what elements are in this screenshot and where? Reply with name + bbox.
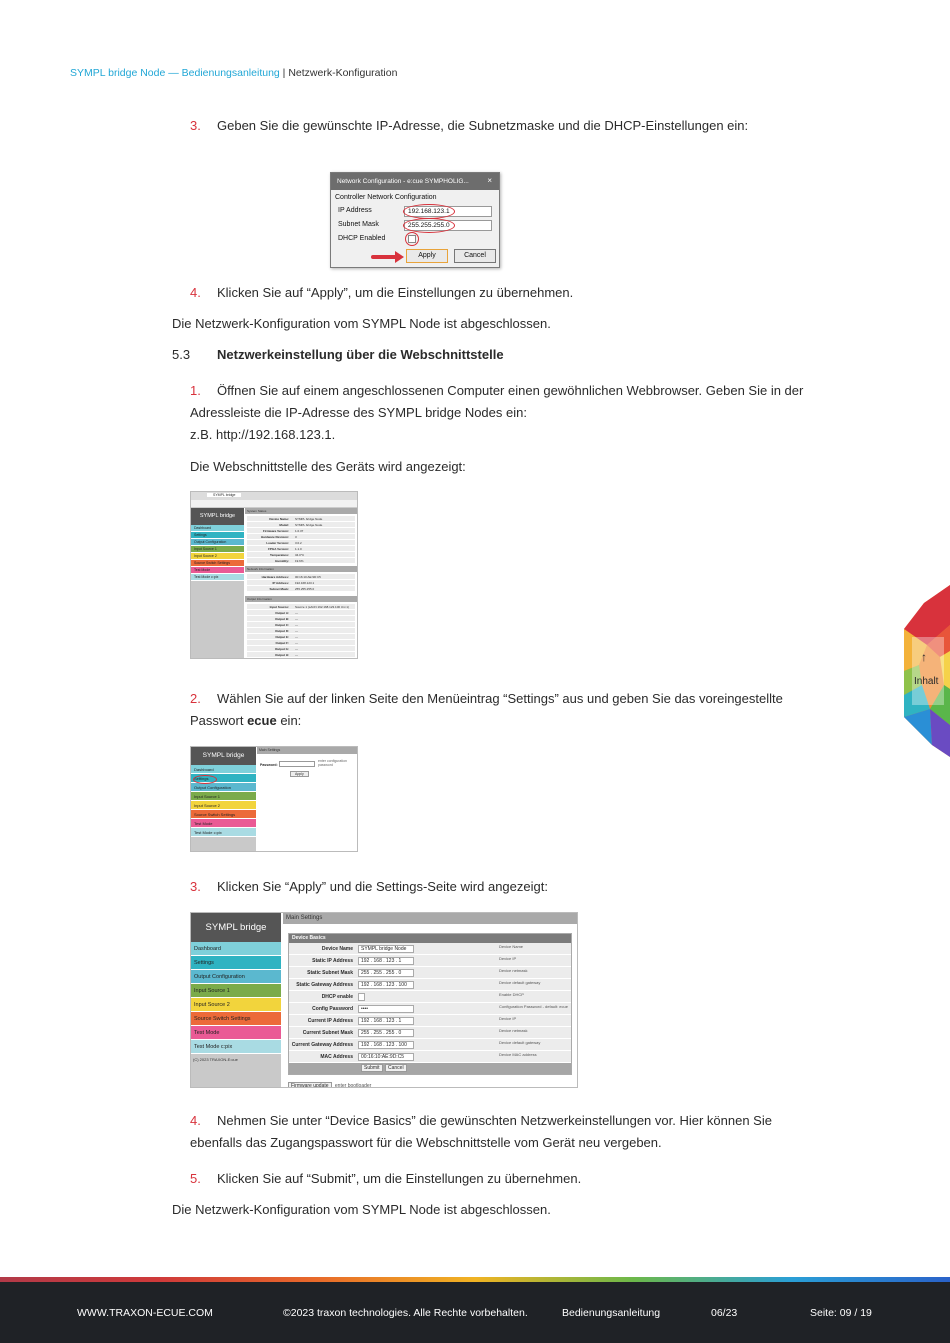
- browser-addressbar[interactable]: [191, 500, 358, 508]
- row-value: ---: [295, 647, 298, 651]
- header-section: Netzwerk-Konfiguration: [288, 67, 398, 79]
- setting-value[interactable]: 192 . 168 . 123 . 1: [358, 957, 414, 965]
- row-key: FPGA Version:: [268, 547, 289, 551]
- settings-row: [289, 1003, 571, 1015]
- row-value: 3: [295, 535, 297, 539]
- sidebar-menu: [191, 942, 281, 1054]
- sidebar-menu-item[interactable]: Settings: [191, 956, 281, 970]
- device-basics-box: [288, 933, 572, 1075]
- row-key: Humidity:: [275, 559, 289, 563]
- header-separator: |: [279, 67, 289, 79]
- step-text: Klicken Sie “Apply” und die Settings-Seite wird angezeigt:: [217, 879, 548, 894]
- row-key: Hardware Address:: [261, 575, 289, 579]
- step-line: z.B. http://192.168.123.1.: [190, 427, 336, 442]
- setting-value[interactable]: ••••: [358, 1005, 414, 1013]
- sidebar-menu-item[interactable]: Input Source 1: [191, 984, 281, 998]
- row-key: Output B:: [275, 617, 289, 621]
- step-4-apply: [190, 282, 573, 304]
- row-value: ---: [295, 629, 298, 633]
- footer-copyright: ©2023 traxon technologies. Alle Rechte vorbehalten.: [283, 1307, 528, 1319]
- step-number: 5.: [190, 1171, 201, 1186]
- paragraph-interface: Die Webschnittstelle des Geräts wird angezeigt:: [190, 459, 466, 474]
- web-main: [245, 508, 357, 658]
- row-key: Output A:: [275, 611, 289, 615]
- setting-label: Config Password: [312, 1006, 353, 1012]
- step-4-device-basics: [190, 1110, 880, 1154]
- submit-button[interactable]: Submit: [361, 1064, 383, 1072]
- arrow-up-icon[interactable]: ↑: [921, 650, 927, 664]
- dialog-heading: Controller Network Configuration: [335, 194, 437, 201]
- row-value: Source 1 (sACN 192.168.123.100 Uni 1): [295, 605, 349, 609]
- password-label: Password:: [260, 763, 278, 767]
- step-line: Wählen Sie auf der linken Seite den Menüeintrag “Settings” aus und geben Sie das voreingestellte: [217, 691, 783, 706]
- sidebar-menu-item[interactable]: Dashboard: [191, 765, 256, 774]
- setting-description: Device MAC address: [499, 1052, 537, 1057]
- dialog-title-bar: [331, 173, 499, 190]
- sidebar-menu-item[interactable]: Output Configuration: [191, 539, 244, 546]
- sidebar-menu-item[interactable]: Source Switch Settings: [191, 1012, 281, 1026]
- sidebar-menu-item[interactable]: Settings: [191, 774, 256, 783]
- row-value: 00:16:10:AE:9D:C5: [295, 575, 321, 579]
- highlight-ring: [193, 775, 217, 784]
- pointer-arrowhead: [395, 251, 404, 263]
- sidebar-menu-item[interactable]: Dashboard: [191, 525, 244, 532]
- network-title: Network Information: [245, 566, 357, 572]
- apply-button[interactable]: Apply: [406, 249, 448, 263]
- row-key: Output G:: [275, 647, 289, 651]
- web-main: [257, 747, 357, 780]
- step-line: Passwort: [190, 713, 248, 728]
- sidebar-menu-item[interactable]: Input Source 1: [191, 546, 244, 553]
- output-table: [247, 604, 355, 658]
- row-key: Output F:: [275, 641, 289, 645]
- row-value: 255.255.255.0: [295, 587, 315, 591]
- step-3-dialog: [190, 115, 748, 137]
- footer-date: 06/23: [711, 1307, 738, 1319]
- setting-value[interactable]: 255 . 255 . 255 . 0: [358, 969, 414, 977]
- setting-value[interactable]: [358, 993, 365, 1001]
- step-number: 4.: [190, 285, 201, 300]
- web-sidebar: [191, 913, 281, 1087]
- row-value: ---: [295, 617, 298, 621]
- setting-value[interactable]: 00:16:10:AE:9D:C5: [358, 1053, 414, 1061]
- step-text: Klicken Sie auf “Submit”, um die Einstellungen zu übernehmen.: [217, 1171, 582, 1186]
- sidebar-menu-item[interactable]: Test Mode c:pix: [191, 1040, 281, 1054]
- sidebar-menu-item[interactable]: Output Configuration: [191, 783, 256, 792]
- close-icon[interactable]: ×: [487, 176, 492, 185]
- sidebar-menu: [191, 525, 244, 581]
- setting-label: Static Subnet Mask: [307, 970, 353, 976]
- setting-label: MAC Address: [320, 1054, 353, 1060]
- firmware-row: [288, 1082, 577, 1088]
- step-number: 3.: [190, 118, 201, 133]
- settings-row: [289, 991, 571, 1003]
- pointer-arrow: [371, 255, 397, 259]
- subnet-label: Subnet Mask: [338, 221, 379, 228]
- sidebar-menu-item[interactable]: Dashboard: [191, 942, 281, 956]
- subnet-field[interactable]: 255.255.255.0: [404, 220, 492, 231]
- row-key: Input Source:: [269, 605, 289, 609]
- row-value: ---: [295, 635, 298, 639]
- row-value: ---: [295, 641, 298, 645]
- setting-value[interactable]: 255 . 255 . 255 . 0: [358, 1029, 414, 1037]
- step-3-apply: [190, 876, 548, 898]
- sidebar-menu-item[interactable]: Source Switch Settings: [191, 810, 256, 819]
- row-key: Device Name:: [269, 517, 289, 521]
- step-line: Nehmen Sie unter “Device Basics” die gewünschten Netzwerkeinstellungen vor. Hier können Sie: [217, 1113, 772, 1128]
- setting-label: Current Subnet Mask: [302, 1030, 353, 1036]
- sidebar-brand: SYMPL bridge: [191, 747, 256, 765]
- status-table: [247, 516, 355, 564]
- step-number: 1.: [190, 383, 201, 398]
- setting-value[interactable]: 192 . 168 . 123 . 100: [358, 1041, 414, 1049]
- setting-value[interactable]: 192 . 168 . 123 . 100: [358, 981, 414, 989]
- sidebar-brand: SYMPL bridge: [191, 508, 244, 525]
- sidebar-menu-item[interactable]: Input Source 2: [191, 998, 281, 1012]
- settings-row: [289, 967, 571, 979]
- settings-row: [289, 1051, 571, 1063]
- step-2-settings: [190, 688, 880, 732]
- row-key: IP Address:: [272, 581, 289, 585]
- row-key: Hardware Revision:: [260, 535, 289, 539]
- step-line: ein:: [276, 713, 302, 728]
- highlight-ring: [403, 204, 455, 219]
- web-settings-screenshot: [190, 912, 578, 1088]
- section-title: Device Basics: [289, 934, 571, 943]
- section-number: 5.3: [172, 347, 191, 362]
- setting-description: Configuration Password - default: ecue: [499, 1004, 568, 1009]
- row-key: Output H:: [275, 653, 289, 657]
- row-value: ---: [295, 611, 298, 615]
- row-key: Model:: [279, 523, 289, 527]
- row-key: Output D:: [275, 629, 289, 633]
- dialog-title: Network Configuration - e:cue SYMPHOLIG...: [337, 178, 469, 185]
- highlight-ring: [403, 218, 455, 233]
- row-key: Temperature:: [270, 553, 289, 557]
- web-password-screenshot: [190, 746, 358, 852]
- highlight-ring: [405, 232, 419, 246]
- status-row: [247, 558, 355, 564]
- row-value: 1.1.0: [295, 547, 302, 551]
- row-key: Output C:: [275, 623, 289, 627]
- status-row: [247, 652, 355, 658]
- setting-description: Device netmask: [499, 968, 528, 973]
- browser-tab[interactable]: SYMPL bridge: [207, 493, 241, 497]
- step-text: Klicken Sie auf “Apply”, um die Einstellungen zu übernehmen.: [217, 285, 574, 300]
- ip-field[interactable]: 192.168.123.1: [404, 206, 492, 217]
- password-hint: enter configuration password: [318, 759, 347, 767]
- setting-description: Device default gateway: [499, 1040, 541, 1045]
- setting-label: Device Name: [321, 946, 353, 952]
- apply-button[interactable]: Apply: [290, 771, 309, 777]
- network-config-dialog: [330, 172, 500, 268]
- panel-title: Main Settings: [283, 913, 577, 924]
- settings-row: [289, 979, 571, 991]
- sidebar-menu-item[interactable]: Source Switch Settings: [191, 560, 244, 567]
- step-line: Öffnen Sie auf einem angeschlossenen Computer einen gewöhnlichen Webbrowser. Geben Sie in der: [217, 383, 804, 398]
- settings-table: [289, 943, 571, 1063]
- status-row: [247, 586, 355, 592]
- row-key: Firmware Version:: [262, 529, 289, 533]
- row-value: SYMPL bridge Node: [295, 517, 323, 521]
- setting-description: Device default gateway: [499, 980, 541, 985]
- settings-row: [289, 1039, 571, 1051]
- row-value: 1.0.37: [295, 529, 304, 533]
- network-table: [247, 574, 355, 592]
- panel-title: Main Settings: [257, 747, 357, 754]
- setting-label: Static Gateway Address: [296, 982, 353, 988]
- setting-label: Current IP Address: [307, 1018, 353, 1024]
- step-5-submit: [190, 1168, 581, 1190]
- password-form: [257, 754, 357, 780]
- row-key: Loader Version:: [266, 541, 289, 545]
- settings-row: [289, 943, 571, 955]
- row-key: Subnet Mask:: [269, 587, 289, 591]
- web-sidebar: [191, 747, 256, 851]
- sidebar-menu-item[interactable]: Output Configuration: [191, 970, 281, 984]
- setting-label: DHCP enable: [321, 994, 353, 1000]
- setting-label: Current Gateway Address: [291, 1042, 353, 1048]
- cancel-button[interactable]: Cancel: [385, 1064, 407, 1072]
- firmware-hint: enter bootloader: [334, 1083, 372, 1088]
- sidebar-menu-item[interactable]: Test Mode: [191, 819, 256, 828]
- sidebar-menu-item[interactable]: Test Mode: [191, 567, 244, 574]
- row-value: 19.6%: [295, 559, 304, 563]
- ip-label: IP Address: [338, 207, 372, 214]
- paragraph-complete: Die Netzwerk-Konfiguration vom SYMPL Node ist abgeschlossen.: [172, 1202, 551, 1217]
- contents-tab[interactable]: [904, 585, 950, 757]
- sidebar-menu-item[interactable]: Test Mode c:pix: [191, 828, 256, 837]
- row-key: Output E:: [275, 635, 289, 639]
- row-value: 3.0.2: [295, 541, 302, 545]
- settings-row: [289, 1027, 571, 1039]
- row-value: SYMPL bridge Node: [295, 523, 323, 527]
- sidebar-menu-item[interactable]: Input Source 1: [191, 792, 256, 801]
- step-number: 2.: [190, 691, 201, 706]
- browser-tabbar: [191, 492, 358, 500]
- password-value: ecue: [247, 713, 277, 728]
- header-brand: SYMPL bridge Node — Bedienungsanleitung: [70, 67, 280, 79]
- setting-value[interactable]: 192 . 168 . 123 . 1: [358, 1017, 414, 1025]
- sidebar-menu-item[interactable]: Input Source 2: [191, 801, 256, 810]
- step-number: 4.: [190, 1113, 201, 1128]
- step-number: 3.: [190, 879, 201, 894]
- step-line: ebenfalls das Zugangspasswort für die Webschnittstelle vom Gerät neu vergeben.: [190, 1135, 662, 1150]
- sidebar-brand: SYMPL bridge: [191, 913, 281, 942]
- paragraph-complete: Die Netzwerk-Konfiguration vom SYMPL Node ist abgeschlossen.: [172, 316, 551, 331]
- sidebar-copyright: (C) 2023 TRAXON-E:cue: [193, 1057, 238, 1062]
- section-heading: [172, 347, 504, 362]
- footer-doc-type: Bedienungsanleitung: [562, 1307, 661, 1319]
- setting-description: Device Name: [499, 944, 524, 949]
- web-sidebar: [191, 508, 244, 658]
- step-1-browser: [190, 380, 880, 446]
- step-line: Adressleiste die IP-Adresse des SYMPL bridge Nodes ein:: [190, 405, 527, 420]
- setting-description: Device IP: [499, 956, 517, 961]
- row-value: 192.168.123.1: [295, 581, 315, 585]
- sidebar-menu-item[interactable]: Settings: [191, 532, 244, 539]
- setting-description: Device netmask: [499, 1028, 528, 1033]
- sidebar-menu-item[interactable]: Input Source 2: [191, 553, 244, 560]
- status-title: System Status: [245, 508, 357, 514]
- settings-row: [289, 955, 571, 967]
- footer-website[interactable]: WWW.TRAXON-ECUE.COM: [77, 1307, 213, 1319]
- row-value: ---: [295, 623, 298, 627]
- web-main: [283, 913, 577, 1087]
- running-header: [70, 67, 397, 79]
- setting-description: Device IP: [499, 1016, 517, 1021]
- settings-row: [289, 1015, 571, 1027]
- output-title: Output Information: [245, 596, 357, 602]
- form-actions: [289, 1063, 571, 1074]
- contents-tab-label[interactable]: Inhalt: [914, 676, 939, 687]
- web-dashboard-screenshot: [190, 491, 358, 659]
- section-title: Netzwerkeinstellung über die Webschnittstelle: [217, 347, 504, 362]
- setting-description: Enable DHCP: [499, 992, 524, 997]
- footer-page: Seite: 09 / 19: [810, 1307, 872, 1319]
- sidebar-menu-item[interactable]: Test Mode c:pix: [191, 574, 244, 581]
- cancel-button[interactable]: Cancel: [454, 249, 496, 263]
- setting-value[interactable]: SYMPL bridge Node: [358, 945, 414, 953]
- firmware-button[interactable]: Firmware update: [288, 1082, 332, 1088]
- sidebar-menu-item[interactable]: Test Mode: [191, 1026, 281, 1040]
- row-value: 34.0°C: [295, 553, 305, 557]
- step-text: Geben Sie die gewünschte IP-Adresse, die Subnetzmaske und die DHCP-Einstellungen ein:: [217, 118, 749, 133]
- dhcp-label: DHCP Enabled: [338, 235, 386, 242]
- setting-label: Static IP Address: [312, 958, 353, 964]
- footer: [0, 1282, 950, 1343]
- password-input[interactable]: [279, 761, 315, 767]
- row-value: ---: [295, 653, 298, 657]
